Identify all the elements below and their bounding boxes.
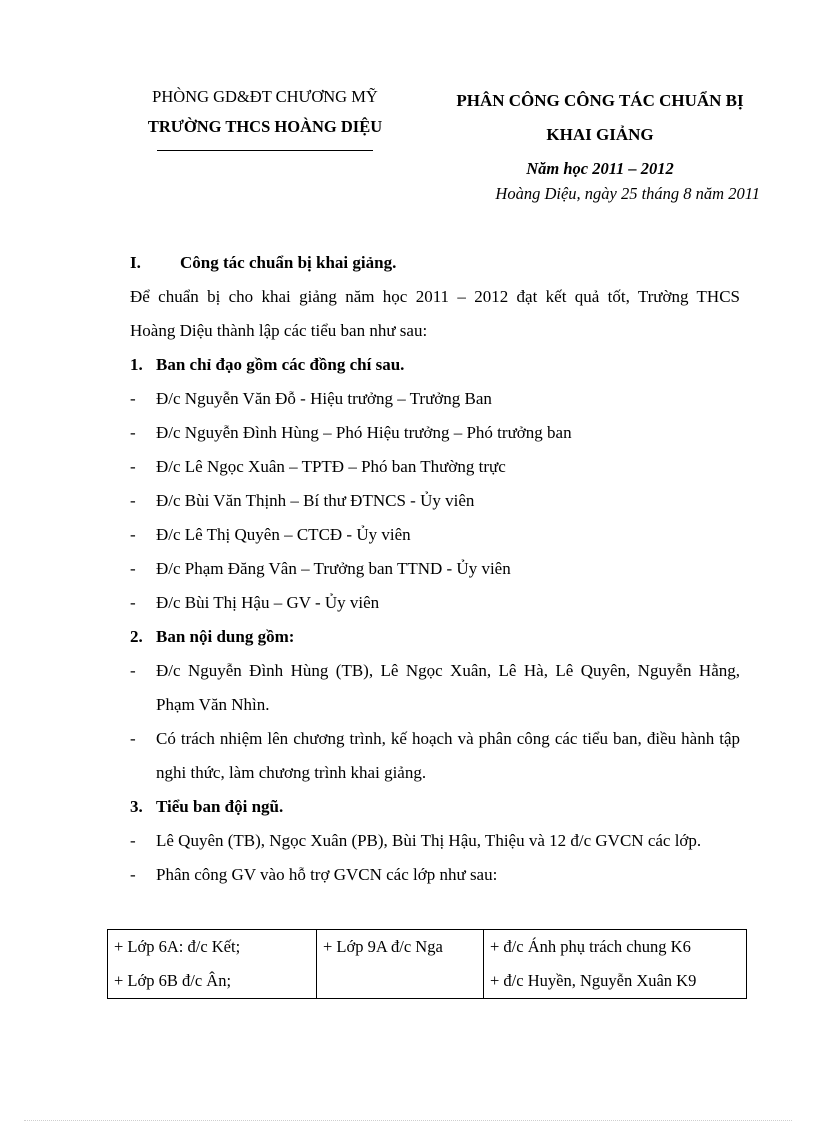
table-cell-classes-6: + Lớp 6A: đ/c Kết; + Lớp 6B đ/c Ân; bbox=[108, 930, 317, 999]
school-year: Năm học 2011 – 2012 bbox=[526, 159, 674, 178]
list-item: - Phân công GV vào hỗ trợ GVCN các lớp như sau: bbox=[130, 865, 498, 884]
header-underline bbox=[157, 150, 373, 151]
list-item: - Đ/c Lê Ngọc Xuân – TPTĐ – Phó ban Thường trực bbox=[130, 457, 506, 476]
document-title-block bbox=[420, 84, 780, 186]
list-item: - Có trách nhiệm lên chương trình, kế hoạch và phân công các tiểu ban, điều hành tập nghi thức, làm chương trình khai giảng. bbox=[130, 729, 740, 782]
group-title: Tiểu ban đội ngũ. bbox=[156, 797, 284, 816]
table-row bbox=[108, 930, 747, 999]
list-item: - Lê Quyên (TB), Ngọc Xuân (PB), Bùi Thị Hậu, Thiệu và 12 đ/c GVCN các lớp. bbox=[130, 831, 702, 850]
list-item: - Đ/c Bùi Thị Hậu – GV - Ủy viên bbox=[130, 593, 380, 612]
document-title-line1: PHÂN CÔNG CÔNG TÁC CHUẨN BỊ bbox=[456, 91, 744, 110]
group-number: 2. bbox=[130, 627, 143, 646]
group-heading bbox=[130, 620, 740, 654]
section-heading bbox=[130, 246, 740, 280]
group-number: 3. bbox=[130, 797, 143, 816]
school-name: TRƯỜNG THCS HOÀNG DIỆU bbox=[147, 117, 383, 136]
list-item: - Đ/c Lê Thị Quyên – CTCĐ - Ủy viên bbox=[130, 525, 411, 544]
group-title: Ban nội dung gồm: bbox=[156, 627, 295, 646]
group-heading bbox=[130, 348, 740, 382]
group-title: Ban chỉ đạo gồm các đồng chí sau. bbox=[156, 355, 405, 374]
list-item: - Đ/c Nguyễn Đình Hùng – Phó Hiệu trưởng – Phó trưởng ban bbox=[130, 423, 572, 442]
section-number: I. bbox=[130, 253, 141, 272]
department-name: PHÒNG GD&ĐT CHƯƠNG MỸ bbox=[152, 87, 378, 106]
section-title: Công tác chuẩn bị khai giảng. bbox=[180, 253, 397, 272]
intro-line-2: Hoàng Diệu thành lập các tiểu ban như sau: bbox=[130, 321, 428, 340]
page-bottom-divider bbox=[24, 1120, 792, 1121]
assignment-table bbox=[107, 929, 747, 999]
document-body bbox=[130, 246, 740, 892]
list-item: - Đ/c Nguyễn Đình Hùng (TB), Lê Ngọc Xuân, Lê Hà, Lê Quyên, Nguyễn Hằng, Phạm Văn Nhìn. bbox=[130, 661, 740, 714]
list-item: - Đ/c Phạm Đăng Vân – Trưởng ban TTND - Ủy viên bbox=[130, 559, 511, 578]
list-item: - Đ/c Nguyễn Văn Đỗ - Hiệu trưởng – Trưởng Ban bbox=[130, 389, 492, 408]
intro-line-1: Để chuẩn bị cho khai giảng năm học 2011 – 2012 đạt kết quả tốt, Trường THCS bbox=[130, 287, 740, 306]
group-heading bbox=[130, 790, 740, 824]
organization-header bbox=[110, 84, 420, 151]
document-title-line2: KHAI GIẢNG bbox=[546, 125, 654, 144]
list-item: - Đ/c Bùi Văn Thịnh – Bí thư ĐTNCS - Ủy viên bbox=[130, 491, 475, 510]
table-cell-classes-9: + Lớp 9A đ/c Nga bbox=[317, 930, 484, 999]
table-cell-coordinators: + đ/c Ánh phụ trách chung K6 + đ/c Huyền, Nguyễn Xuân K9 bbox=[484, 930, 747, 999]
group-number: 1. bbox=[130, 355, 143, 374]
dateline: Hoàng Diệu, ngày 25 tháng 8 năm 2011 bbox=[495, 184, 760, 203]
